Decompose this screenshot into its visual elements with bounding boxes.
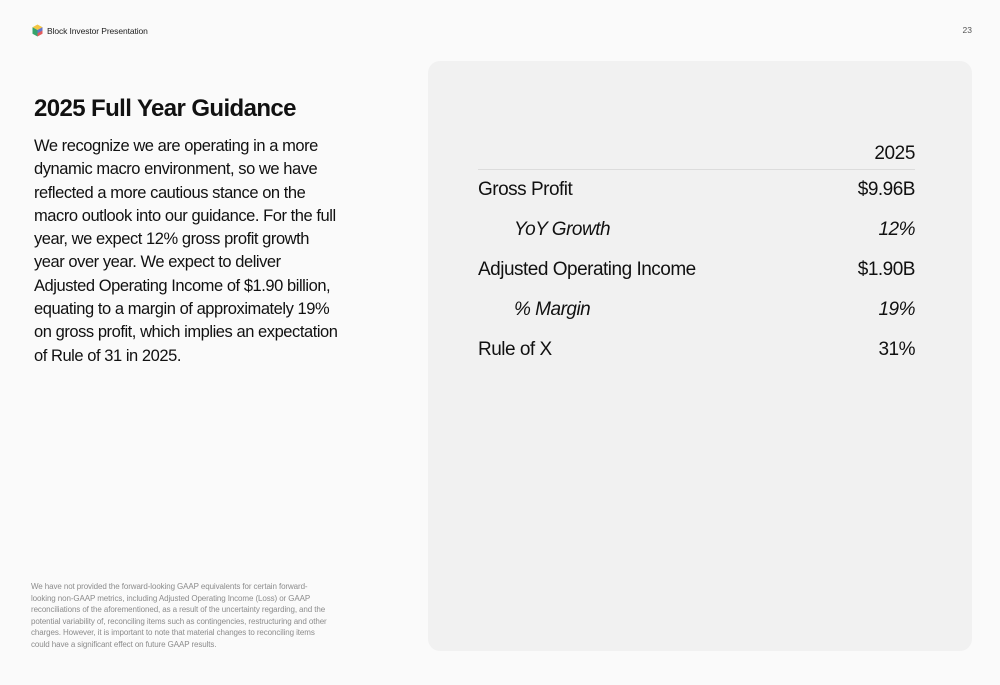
table-row-margin [478, 290, 915, 330]
row-label: Rule of X [478, 339, 552, 360]
page-number: 23 [962, 25, 972, 35]
block-cube-logo-icon [32, 24, 43, 37]
row-value: $1.90B [857, 259, 915, 280]
table-year-header: 2025 [824, 135, 915, 170]
table-row-rule-of-x [478, 330, 915, 370]
slide-title: 2025 Full Year Guidance [34, 95, 296, 122]
presentation-title: Block Investor Presentation [47, 25, 148, 36]
row-value: 12% [878, 219, 915, 240]
row-value: 19% [878, 299, 915, 320]
table-row-adjusted-operating-income [478, 250, 915, 290]
guidance-description [34, 94, 342, 368]
row-label: Adjusted Operating Income [478, 259, 696, 280]
row-value: 31% [878, 339, 915, 360]
footnote: We have not provided the forward-looking GAAP equivalents for certain forward-looking non-GAAP metrics, including Adjusted Operating Income (Loss) or GAAP reconciliations of the aforementioned, as a result of the uncertainty regarding, and the potential variability of, reconciling items such as contingencies, restructuring and other charges. However, it is important to note that material changes to reconciling items could have a significant effect on future GAAP results. [31, 582, 327, 649]
row-label: % Margin [514, 299, 591, 320]
table-row-yoy-growth [478, 210, 915, 250]
table-row-gross-profit [478, 170, 915, 211]
row-value: $9.96B [857, 179, 915, 200]
page-header [32, 24, 148, 37]
row-label: YoY Growth [514, 219, 611, 240]
table-label-header [478, 135, 824, 170]
table-header-row [478, 135, 915, 170]
guidance-table [478, 135, 915, 370]
guidance-panel [428, 61, 972, 651]
slide-body-text: We recognize we are operating in a more dynamic macro environment, so we have reflected a more cautious stance on the macro outlook into our guidance. For the full year, we expect 12% gross profit growth year over year. We expect to deliver Adjusted Operating Income of $1.90 billion, equating to a margin of approximately 19% on gross profit, which implies an expectation of Rule of 31 in 2025. [34, 137, 338, 365]
row-label: Gross Profit [478, 179, 573, 200]
